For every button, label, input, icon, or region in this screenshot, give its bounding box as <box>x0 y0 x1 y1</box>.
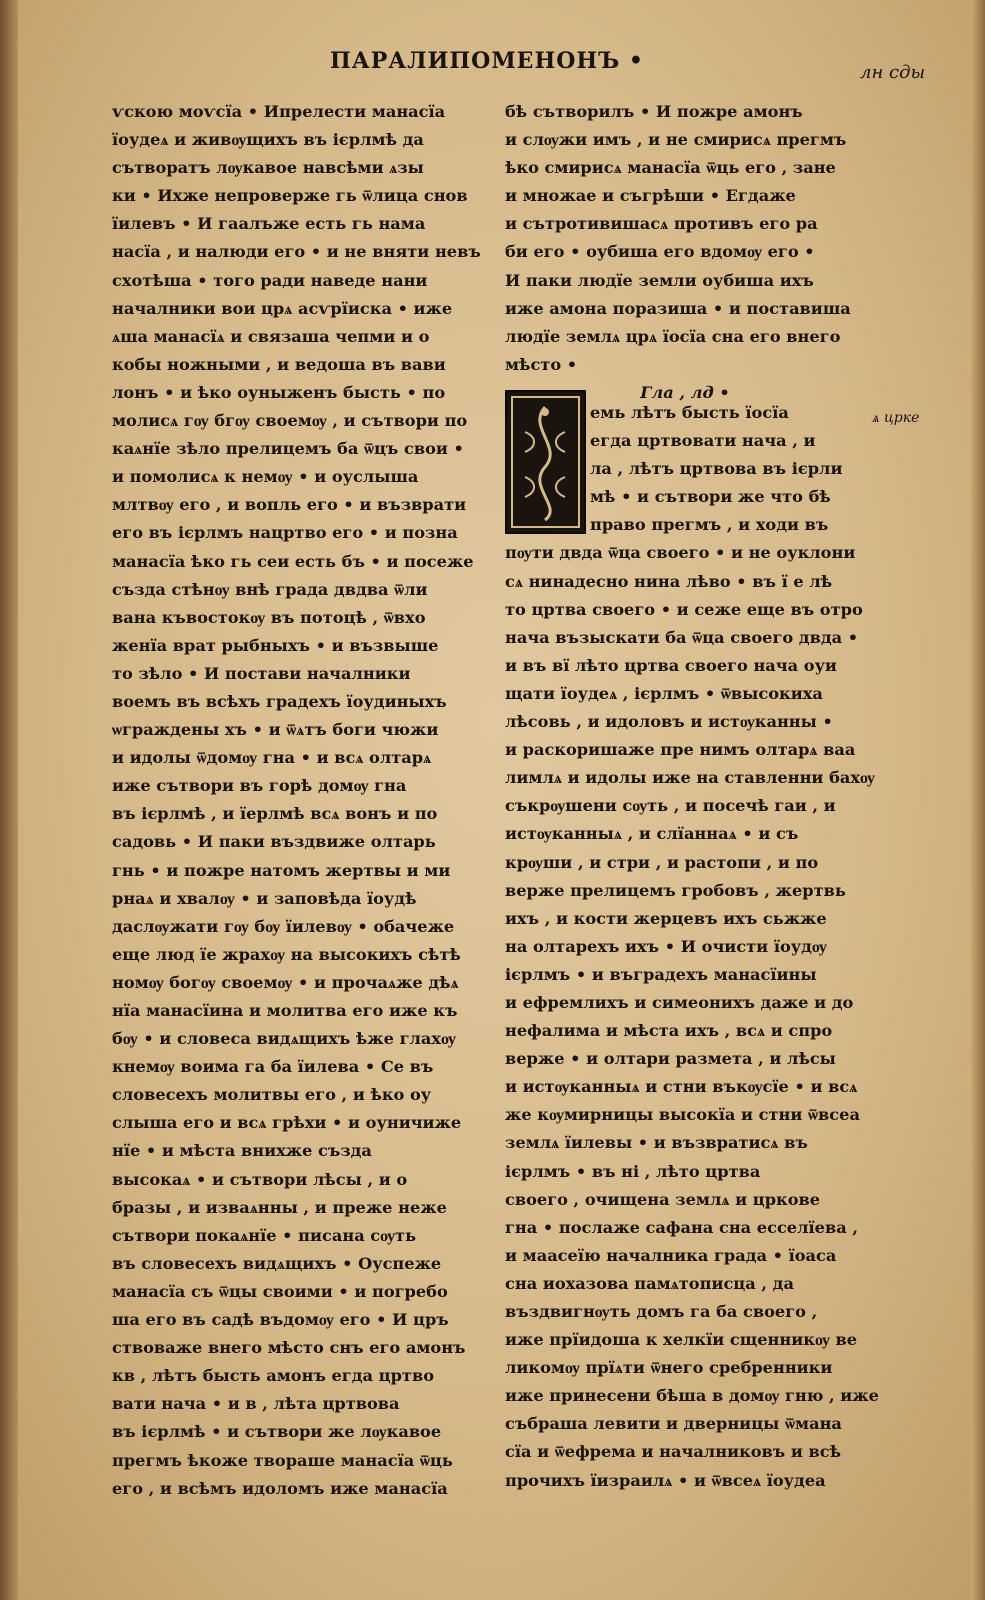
text-line: създа стѣнѹ внѣ града двдва ѿли <box>112 579 428 599</box>
text-line: молисѧ гѹ бгѹ своемѹ , и сътвори по <box>112 411 468 431</box>
text-line: и слѹжи имъ , и не смирисѧ прегмъ <box>505 130 847 150</box>
text-line: ієрлмъ • въ ні , лѣто цртва <box>505 1161 761 1181</box>
text-line: его , и всѣмъ идоломъ иже манасїа <box>112 1478 448 1498</box>
text-line: ихъ , и кости жерцевъ ихъ сьжже <box>505 908 827 928</box>
text-line: воемъ въ всѣхъ градехъ їоудиныхъ <box>112 691 447 711</box>
text-line: вати нача • и в , лѣта цртвова <box>112 1394 400 1414</box>
text-line: въздвигнѹть домъ га ба своего , <box>505 1302 818 1321</box>
text-line: млтвѹ его , и вопль его • и възврати <box>112 495 467 515</box>
text-line: гнь • и пожре натомъ жертвы и ми <box>112 860 451 880</box>
text-line: и помолисѧ к немѹ • и оуслыша <box>112 467 419 487</box>
text-line: верже • и олтари размета , и лѣсы <box>505 1049 836 1069</box>
text-line: на олтарехъ ихъ • И очисти їоудѹ <box>505 936 827 956</box>
text-line: лѣсовь , и идоловъ и истѹканны • <box>505 712 833 732</box>
text-line: ствоваже внего мѣсто снъ его амонъ <box>112 1338 466 1358</box>
text-line: то цртва своего • и сеже еще въ отро <box>505 599 863 619</box>
text-line: схотѣша • того ради наведе нани <box>112 270 428 290</box>
text-line: нача възыскати ба ѿца своего двда • <box>505 627 859 647</box>
text-line: землѧ їилевы • и възвратисѧ въ <box>505 1133 808 1153</box>
text-line: людїе землѧ црѧ їосїа сна его внего <box>505 326 841 346</box>
text-line: и маасеїю началника града • їоаса <box>505 1245 837 1265</box>
text-line: верже прелицемъ гробовъ , жертвь <box>505 880 846 900</box>
text-line: насїа , и налюди его • и не вняти невъ <box>112 242 481 262</box>
text-line: сїа и ѿефрема и началниковъ и всѣ <box>505 1442 841 1462</box>
text-line: пѹти двда ѿца своего • и не оуклони <box>505 543 856 563</box>
text-line: ла , лѣтъ цртвова въ ієрли <box>590 459 843 479</box>
text-line: прочихъ їизраилѧ • и ѿвсеѧ їоудеа <box>505 1470 826 1490</box>
text-line: и идолы ѿдомѹ гна • и всѧ олтарѧ <box>112 748 432 768</box>
text-line: ієрлмъ • и въградехъ манасїины <box>505 964 817 984</box>
text-line: крѹши , и стри , и растопи , и по <box>505 852 819 872</box>
text-line: номѹ богѹ своемѹ • и прочаѧже дѣѧ <box>112 972 459 992</box>
text-line: и истѹканныѧ и стни въкѹсїе • и всѧ <box>505 1077 858 1097</box>
text-line: началники вои црѧ асѵрїиска • иже <box>112 298 453 318</box>
margin-note: ѧ црке <box>872 410 920 426</box>
text-line: въ словесехъ видѧщихъ • Оуспеже <box>112 1253 442 1273</box>
text-line: и въ вї лѣто цртва своего нача оуи <box>505 655 837 675</box>
text-line: лимлѧ и идолы иже на ставленни бахѹ <box>505 768 875 788</box>
text-line: сѧ нинадесно нина лѣво • въ ї е лѣ <box>505 571 833 591</box>
text-line: и множае и съгрѣши • Егдаже <box>505 186 796 206</box>
text-line: то зѣло • И постави началники <box>112 663 411 683</box>
text-line: и раскоришаже пре нимъ олтарѧ ваа <box>505 740 856 760</box>
text-line: и сътротивишасѧ противъ его ра <box>505 214 818 234</box>
text-line: ки • Ихже непроверже гь ѿлица снов <box>112 186 468 206</box>
text-line: кнемѹ воима га ба їилева • Се въ <box>112 1057 434 1077</box>
page-edge-left <box>0 0 18 1600</box>
text-column-left <box>112 98 482 1503</box>
page-edge-right <box>971 0 985 1600</box>
text-line: нїе • и мѣста внихже създа <box>112 1141 372 1161</box>
text-line: бѹ • и словеса видѧщихъ ѣже глахѹ <box>112 1029 456 1049</box>
text-line: ша его въ садѣ въдомѹ его • И цръ <box>112 1310 449 1330</box>
text-line: же кѹмирницы высокїа и стни ѿвсеа <box>505 1105 860 1125</box>
text-line: кобы ножными , и ведоша въ вави <box>112 354 446 374</box>
text-line: ѣко смирисѧ манасїа ѿць его , зане <box>505 158 836 178</box>
text-line: прегмъ ѣкоже твораше манасїа ѿць <box>112 1450 453 1470</box>
text-line: нїа манасїина и молитва его иже къ <box>112 1001 458 1020</box>
text-line: манасїа ѣко гь сеи есть бъ • и посеже <box>112 551 474 571</box>
text-line: ѡграждены хъ • и ѿѧтъ боги чюжи <box>112 720 439 740</box>
text-column-right-lower <box>505 399 879 1495</box>
text-line: въ ієрлмѣ , и їерлмѣ всѧ вонъ и по <box>112 804 438 824</box>
text-line: би его • оубиша его вдомѹ его • <box>505 242 815 262</box>
text-line: кв , лѣтъ бысть амонъ егда цртво <box>112 1366 434 1386</box>
text-line: мѣ • и сътвори же что бѣ <box>590 487 831 507</box>
text-line: нефалима и мѣста ихъ , всѧ и спро <box>505 1021 833 1041</box>
text-line: иже сътвори въ горѣ домѹ гна <box>112 776 407 796</box>
text-line: еще люд їе жрахѹ на высокихъ сѣтѣ <box>112 944 461 964</box>
text-line: їоудеѧ и живѹщихъ въ ієрлмѣ да <box>112 130 424 150</box>
text-line: бразы , и изваѧнны , и преже неже <box>112 1197 447 1217</box>
text-line: иже амона поразиша • и поставиша <box>505 298 851 318</box>
text-line: въ ієрлмѣ • и сътвори же лѹкавое <box>112 1422 442 1442</box>
text-line: сна иохазова памѧтописца , да <box>505 1273 794 1293</box>
text-line: егда цртвовати нача , и <box>590 431 816 451</box>
text-line: манасїа съ ѿцы своими • и погребо <box>112 1281 448 1301</box>
text-line: рнаѧ и хвалѹ • и заповѣда їоудѣ <box>112 888 417 908</box>
text-line: ѧша манасїѧ и связаша чепми и о <box>112 326 430 346</box>
text-line: иже принесени бѣша в домѹ гню , иже <box>505 1386 879 1406</box>
text-line: право прегмъ , и ходи въ <box>590 515 829 535</box>
text-line: ѵскою моѵсїа • Ипрелести манасїа <box>112 102 446 121</box>
text-line: каѧнїе зѣло прелицемъ ба ѿцъ свои • <box>112 439 464 459</box>
text-line: слыша его и всѧ грѣхи • и оуничиже <box>112 1113 462 1133</box>
text-line: мѣсто • <box>505 354 578 374</box>
text-column-right <box>505 98 865 407</box>
text-line: лонъ • и ѣко оуныженъ бысть • по <box>112 382 446 402</box>
text-line: сътвори покаѧнїе • писана сѹть <box>112 1225 417 1245</box>
text-line: его въ ієрлмъ нацртво его • и позна <box>112 523 458 543</box>
text-line: сътворатъ лѹкавое навсѣми ѧзы <box>112 158 424 178</box>
text-line: съкрѹшени сѹть , и посечѣ гаи , и <box>505 796 836 816</box>
text-line: бѣ сътворилъ • И пожре амонъ <box>505 102 803 121</box>
folio-number: лн сды <box>860 62 926 83</box>
text-line: ликомѹ прїѧти ѿнего сребренники <box>505 1358 833 1378</box>
text-line: иже прїидоша к хелкїи сщенникѹ ве <box>505 1330 858 1350</box>
text-line: емь лѣтъ бысть їосїа <box>590 403 789 422</box>
text-line: садовь • И паки въздвиже олтарь <box>112 832 436 852</box>
text-line: їилевъ • И гаалъже есть гь нама <box>112 214 426 234</box>
text-line: щати їоудеѧ , ієрлмъ • ѿвысокиха <box>505 683 823 703</box>
text-line: вана къвостокѹ въ потоцѣ , ѿвхо <box>112 607 426 627</box>
text-line: и ефремлихъ и симеонихъ даже и до <box>505 992 854 1012</box>
text-line: даслѹжати гѹ бѹ їилевѹ • обачеже <box>112 916 455 936</box>
running-head: ПАРАЛИПОМЕНОНЪ • <box>330 48 644 74</box>
text-line: своего , очищена землѧ и цркове <box>505 1189 821 1209</box>
text-line: истѹканныѧ , и слїаннаѧ • и съ <box>505 824 799 844</box>
text-line: И паки людїе земли оубиша ихъ <box>505 270 814 290</box>
text-line: словесехъ молитвы его , и ѣко оу <box>112 1085 432 1105</box>
chapter-heading: Гла , лд • <box>640 382 730 402</box>
text-line: высокаѧ • и сътвори лѣсы , и о <box>112 1169 408 1189</box>
text-line: събраша левити и дверницы ѿмана <box>505 1414 842 1434</box>
text-line: женїа врат рыбныхъ • и възвыше <box>112 635 439 655</box>
text-line: гна • послаже сафана сна есселїева , <box>505 1217 858 1237</box>
